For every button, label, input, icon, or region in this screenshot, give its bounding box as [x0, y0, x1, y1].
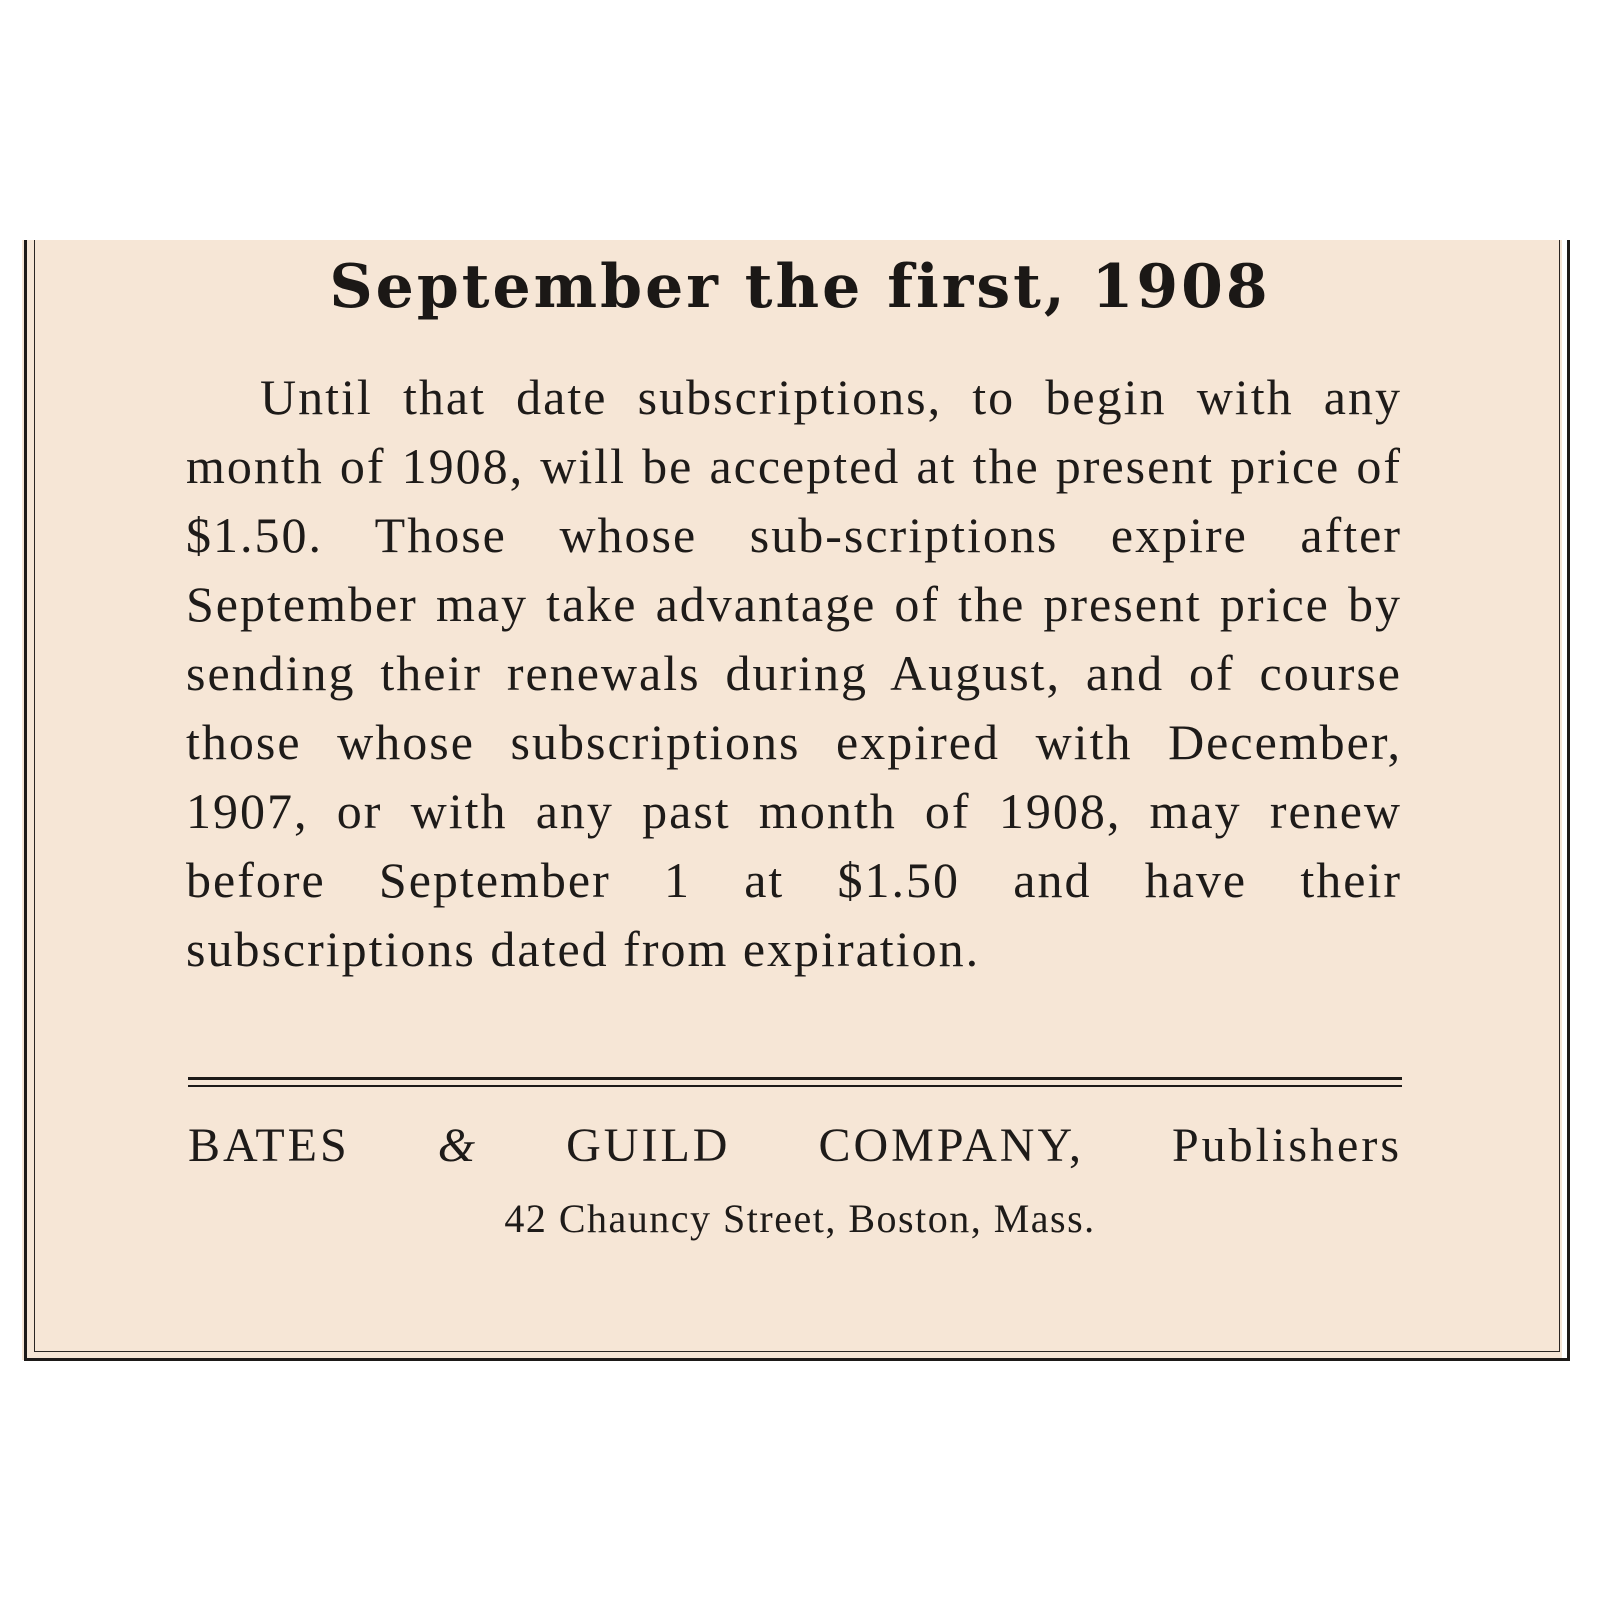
publisher-address: 42 Chauncy Street, Boston, Mass. [504, 1196, 1096, 1241]
divider-rule-thin [188, 1085, 1402, 1087]
publisher-name-part2: GUILD COMPANY, [566, 1119, 1084, 1172]
divider-rule-thick [188, 1077, 1402, 1080]
publisher-line [188, 1118, 1402, 1173]
publisher-name-part1: BATES [188, 1119, 350, 1172]
notice-paragraph: Until that date subscriptions, to begin with any month of 1908, will be accepted at the present price of $1.50. Those whose sub-scriptions expire after September may take advantage of the present price by sending their renewals during August, and of course those whose subscriptions expired with December, 1907, or with any past month of 1908, may renew before September 1 at $1.50 and have their subscriptions dated from expiration. [186, 369, 1402, 977]
headline-title: September the first, 1908 [329, 252, 1271, 322]
publisher-role: Publishers [1171, 1119, 1402, 1172]
ampersand-glyph: & [437, 1119, 479, 1172]
